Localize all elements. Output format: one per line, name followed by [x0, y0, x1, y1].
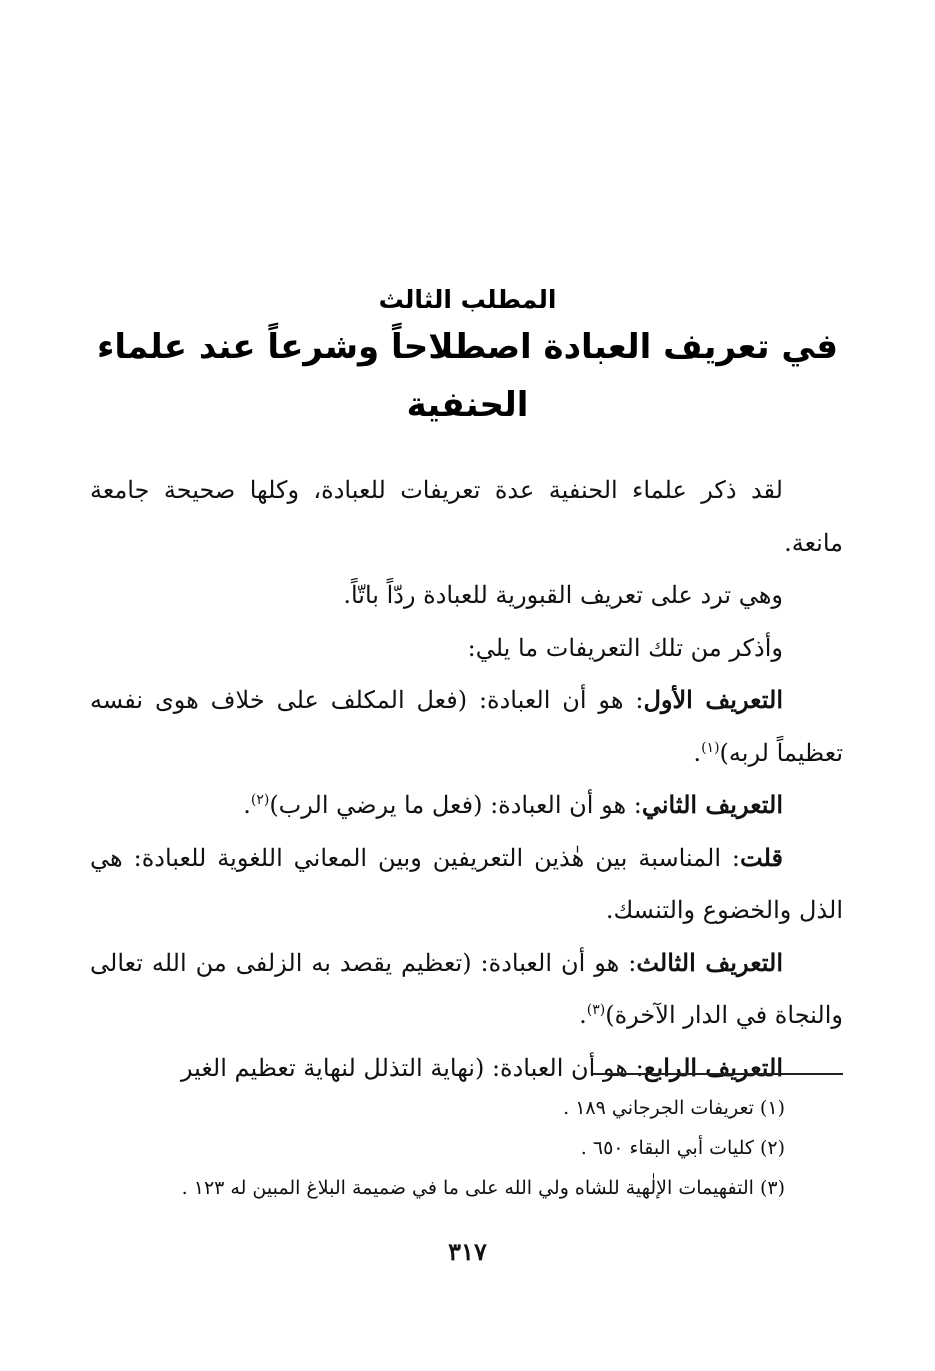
- note-paragraph: [90, 832, 843, 937]
- section-title: في تعريف العبادة اصطلاحاً وشرعاً عند علماء الحنفية: [96, 327, 839, 425]
- definition-2-term: التعريف الثاني: [641, 790, 783, 819]
- footnote-1: (١) تعريفات الجرجاني ١٨٩ .: [563, 1097, 785, 1119]
- note-lead: قلت: [740, 842, 783, 872]
- footnotes: [120, 1088, 785, 1208]
- definition-2-end: .: [243, 791, 251, 819]
- definition-3-end: .: [579, 1001, 587, 1029]
- definition-1-term: التعريف الأول: [643, 685, 783, 714]
- definition-4-term: التعريف الرابع: [643, 1052, 783, 1082]
- refute-paragraph: وهي ترد على تعريف القبورية للعبادة ردّاً باتّاً.: [343, 581, 783, 609]
- footnote-divider: [593, 1073, 843, 1075]
- definition-1-text: : هو أن العبادة: (فعل المكلف على خلاف هوى نفسه تعظيماً لربه): [90, 686, 843, 767]
- heading-block: [90, 282, 845, 434]
- page-number: ٣١٧: [448, 1237, 487, 1266]
- definition-3-term: التعريف الثالث: [636, 947, 783, 977]
- intro-paragraph: لقد ذكر علماء الحنفية عدة تعريفات للعبادة، وكلها صحيحة جامعة مانعة.: [90, 476, 843, 557]
- definition-2: [90, 779, 843, 832]
- footnote-2: (٢) كليات أبي البقاء ٦٥٠ .: [580, 1137, 785, 1159]
- definition-1-end: .: [693, 738, 702, 767]
- footnote-ref-2: (٢): [250, 792, 270, 808]
- definition-4: [90, 1042, 843, 1095]
- list-intro-paragraph: وأذكر من تلك التعريفات ما يلي:: [467, 633, 783, 662]
- section-label: المطلب الثالث: [378, 285, 557, 314]
- definition-3-text: : هو أن العبادة: (تعظيم يقصد به الزلفى من الله تعالى والنجاة في الدار الآخرة): [90, 948, 843, 1029]
- definition-4-text: : هو أن العبادة: (نهاية التذلل لنهاية تعظيم الغير: [180, 1053, 644, 1082]
- footnote-ref-1: (١): [701, 739, 720, 756]
- definition-1: [90, 674, 843, 779]
- footnote-ref-3: (٣): [586, 1002, 606, 1018]
- definition-3: [90, 937, 843, 1042]
- note-text: : المناسبة بين هٰذين التعريفين وبين المعاني اللغوية للعبادة: هي الذل والخضوع والتنسك.: [90, 843, 843, 924]
- definition-2-text: : هو أن العبادة: (فعل ما يرضي الرب): [269, 791, 642, 819]
- footnote-3: (٣) التفهيمات الإلٰهية للشاه ولي الله على ما في ضميمة البلاغ المبين له ١٢٣ .: [181, 1177, 785, 1199]
- body-text: [90, 464, 843, 1094]
